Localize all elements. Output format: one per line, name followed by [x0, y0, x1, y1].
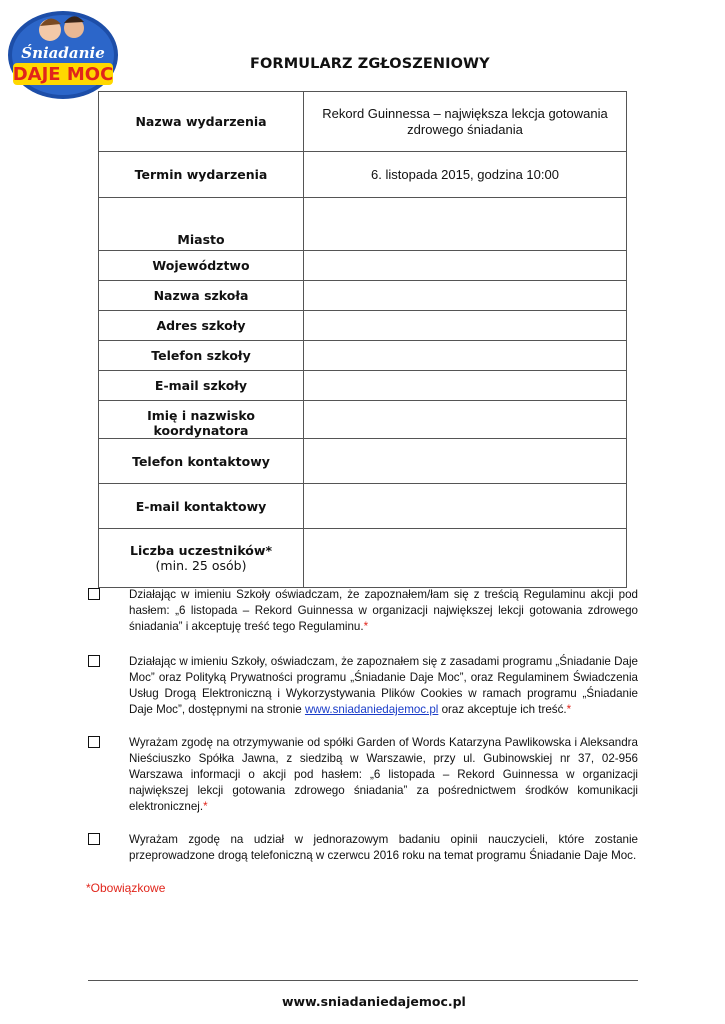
coordinator-field[interactable] — [304, 401, 627, 439]
table-row — [99, 198, 627, 251]
event-name-value-line2: zdrowego śniadania — [407, 121, 523, 137]
table-row — [99, 311, 627, 341]
school-phone-field[interactable] — [304, 341, 627, 371]
consent-marketing — [88, 735, 638, 817]
school-name-label: Nazwa szkoła — [99, 281, 304, 311]
consent-marketing-body: Wyrażam zgodę na otrzymywanie od spółki Garden of Words Katarzyna Pawlikowska i Aleksandra Nieściuszko Spółka Jawna, z siedzibą w Warszawie, przy ul. Gubinowskiej nr 37, 02-956 Warszawa informacji o akcji pod hasłem: „6 listopada – Rekord Guinnessa w organizacji największej lekcji gotowania zdrowego śniadania” za pośrednictwem środków komunikacji elektronicznej. — [129, 736, 638, 813]
table-row — [99, 92, 627, 152]
table-row — [99, 341, 627, 371]
consent-survey-text: Wyrażam zgodę na udział w jednorazowym badaniu opinii nauczycieli, które zostanie przeprowadzone drogą telefoniczną w czerwcu 2016 roku na temat programu Śniadanie Daje Moc. — [129, 833, 638, 862]
school-phone-label: Telefon szkoły — [99, 341, 304, 371]
website-link[interactable]: www.sniadaniedajemoc.pl — [304, 703, 439, 716]
page-title: FORMULARZ ZGŁOSZENIOWY — [250, 56, 490, 72]
consent-survey-checkbox[interactable] — [88, 833, 100, 845]
city-field[interactable] — [304, 198, 627, 251]
contact-email-field[interactable] — [304, 484, 627, 529]
required-star: * — [363, 620, 369, 633]
contact-phone-label: Telefon kontaktowy — [99, 439, 304, 484]
logo-line2: DAJE MOC — [12, 64, 114, 85]
footer-divider — [88, 980, 638, 981]
required-star: * — [203, 800, 208, 813]
consent-privacy-end: oraz akceptuje ich treść. — [441, 703, 567, 716]
footer-url[interactable]: www.sniadaniedajemoc.pl — [282, 994, 466, 1009]
consent-privacy-body: Działając w imieniu Szkoły, oświadczam, że zapoznałem się z zasadami programu „Śniadanie Daje Moc” oraz Polityką Prywatności programu „Śniadanie Daje Moc”, oraz Regulaminem Świadczenia Usług Drogą Elektroniczną i Wykorzystywania Plików Cookies w ramach programu „Śniadanie Daje Moc”, dostępnymi na stronie — [129, 655, 638, 716]
consent-privacy-text — [129, 654, 638, 718]
table-row — [99, 251, 627, 281]
table-row — [99, 484, 627, 529]
event-name-value-line1: Rekord Guinnessa – największa lekcja gotowania — [322, 105, 608, 121]
event-date-value: 6. listopada 2015, godzina 10:00 — [304, 152, 627, 198]
event-name-label: Nazwa wydarzenia — [99, 92, 304, 152]
consent-regulations-checkbox[interactable] — [88, 588, 100, 600]
participants-label-text: Liczba uczestników* — [130, 543, 272, 558]
participants-note: (min. 25 osób) — [155, 558, 247, 573]
consent-privacy-checkbox[interactable] — [88, 655, 100, 667]
consent-marketing-text — [129, 735, 638, 815]
consent-regulations-body: Działając w imieniu Szkoły oświadczam, że zapoznałem/łam się z treścią Regulaminu akcji pod hasłem: „6 listopada – Rekord Guinnessa w organizacji największej lekcji gotowania zdrowego śniadania” i akceptuję treść tego Regulaminu. — [129, 588, 638, 633]
consent-privacy — [88, 654, 638, 720]
table-row — [99, 152, 627, 198]
contact-phone-field[interactable] — [304, 439, 627, 484]
table-row — [99, 439, 627, 484]
school-name-field[interactable] — [304, 281, 627, 311]
table-row — [99, 371, 627, 401]
table-row — [99, 281, 627, 311]
event-name-value — [304, 92, 627, 152]
registration-table — [98, 91, 627, 588]
required-note: *Obowiązkowe — [86, 881, 166, 895]
voivodeship-label: Województwo — [99, 251, 304, 281]
city-label: Miasto — [99, 198, 304, 251]
contact-email-label: E-mail kontaktowy — [99, 484, 304, 529]
table-row — [99, 401, 627, 439]
consent-marketing-checkbox[interactable] — [88, 736, 100, 748]
table-row — [99, 529, 627, 588]
consent-survey — [88, 832, 638, 866]
event-date-label: Termin wydarzenia — [99, 152, 304, 198]
consent-regulations — [88, 587, 638, 637]
program-logo — [6, 8, 120, 102]
logo-line1: Śniadanie — [21, 44, 105, 62]
required-star: * — [566, 703, 572, 716]
school-email-label: E-mail szkoły — [99, 371, 304, 401]
school-address-field[interactable] — [304, 311, 627, 341]
voivodeship-field[interactable] — [304, 251, 627, 281]
school-email-field[interactable] — [304, 371, 627, 401]
consent-regulations-text — [129, 587, 638, 635]
school-address-label: Adres szkoły — [99, 311, 304, 341]
participants-label — [99, 529, 304, 588]
coordinator-label: Imię i nazwisko koordynatora — [99, 401, 304, 439]
participants-field[interactable] — [304, 529, 627, 588]
